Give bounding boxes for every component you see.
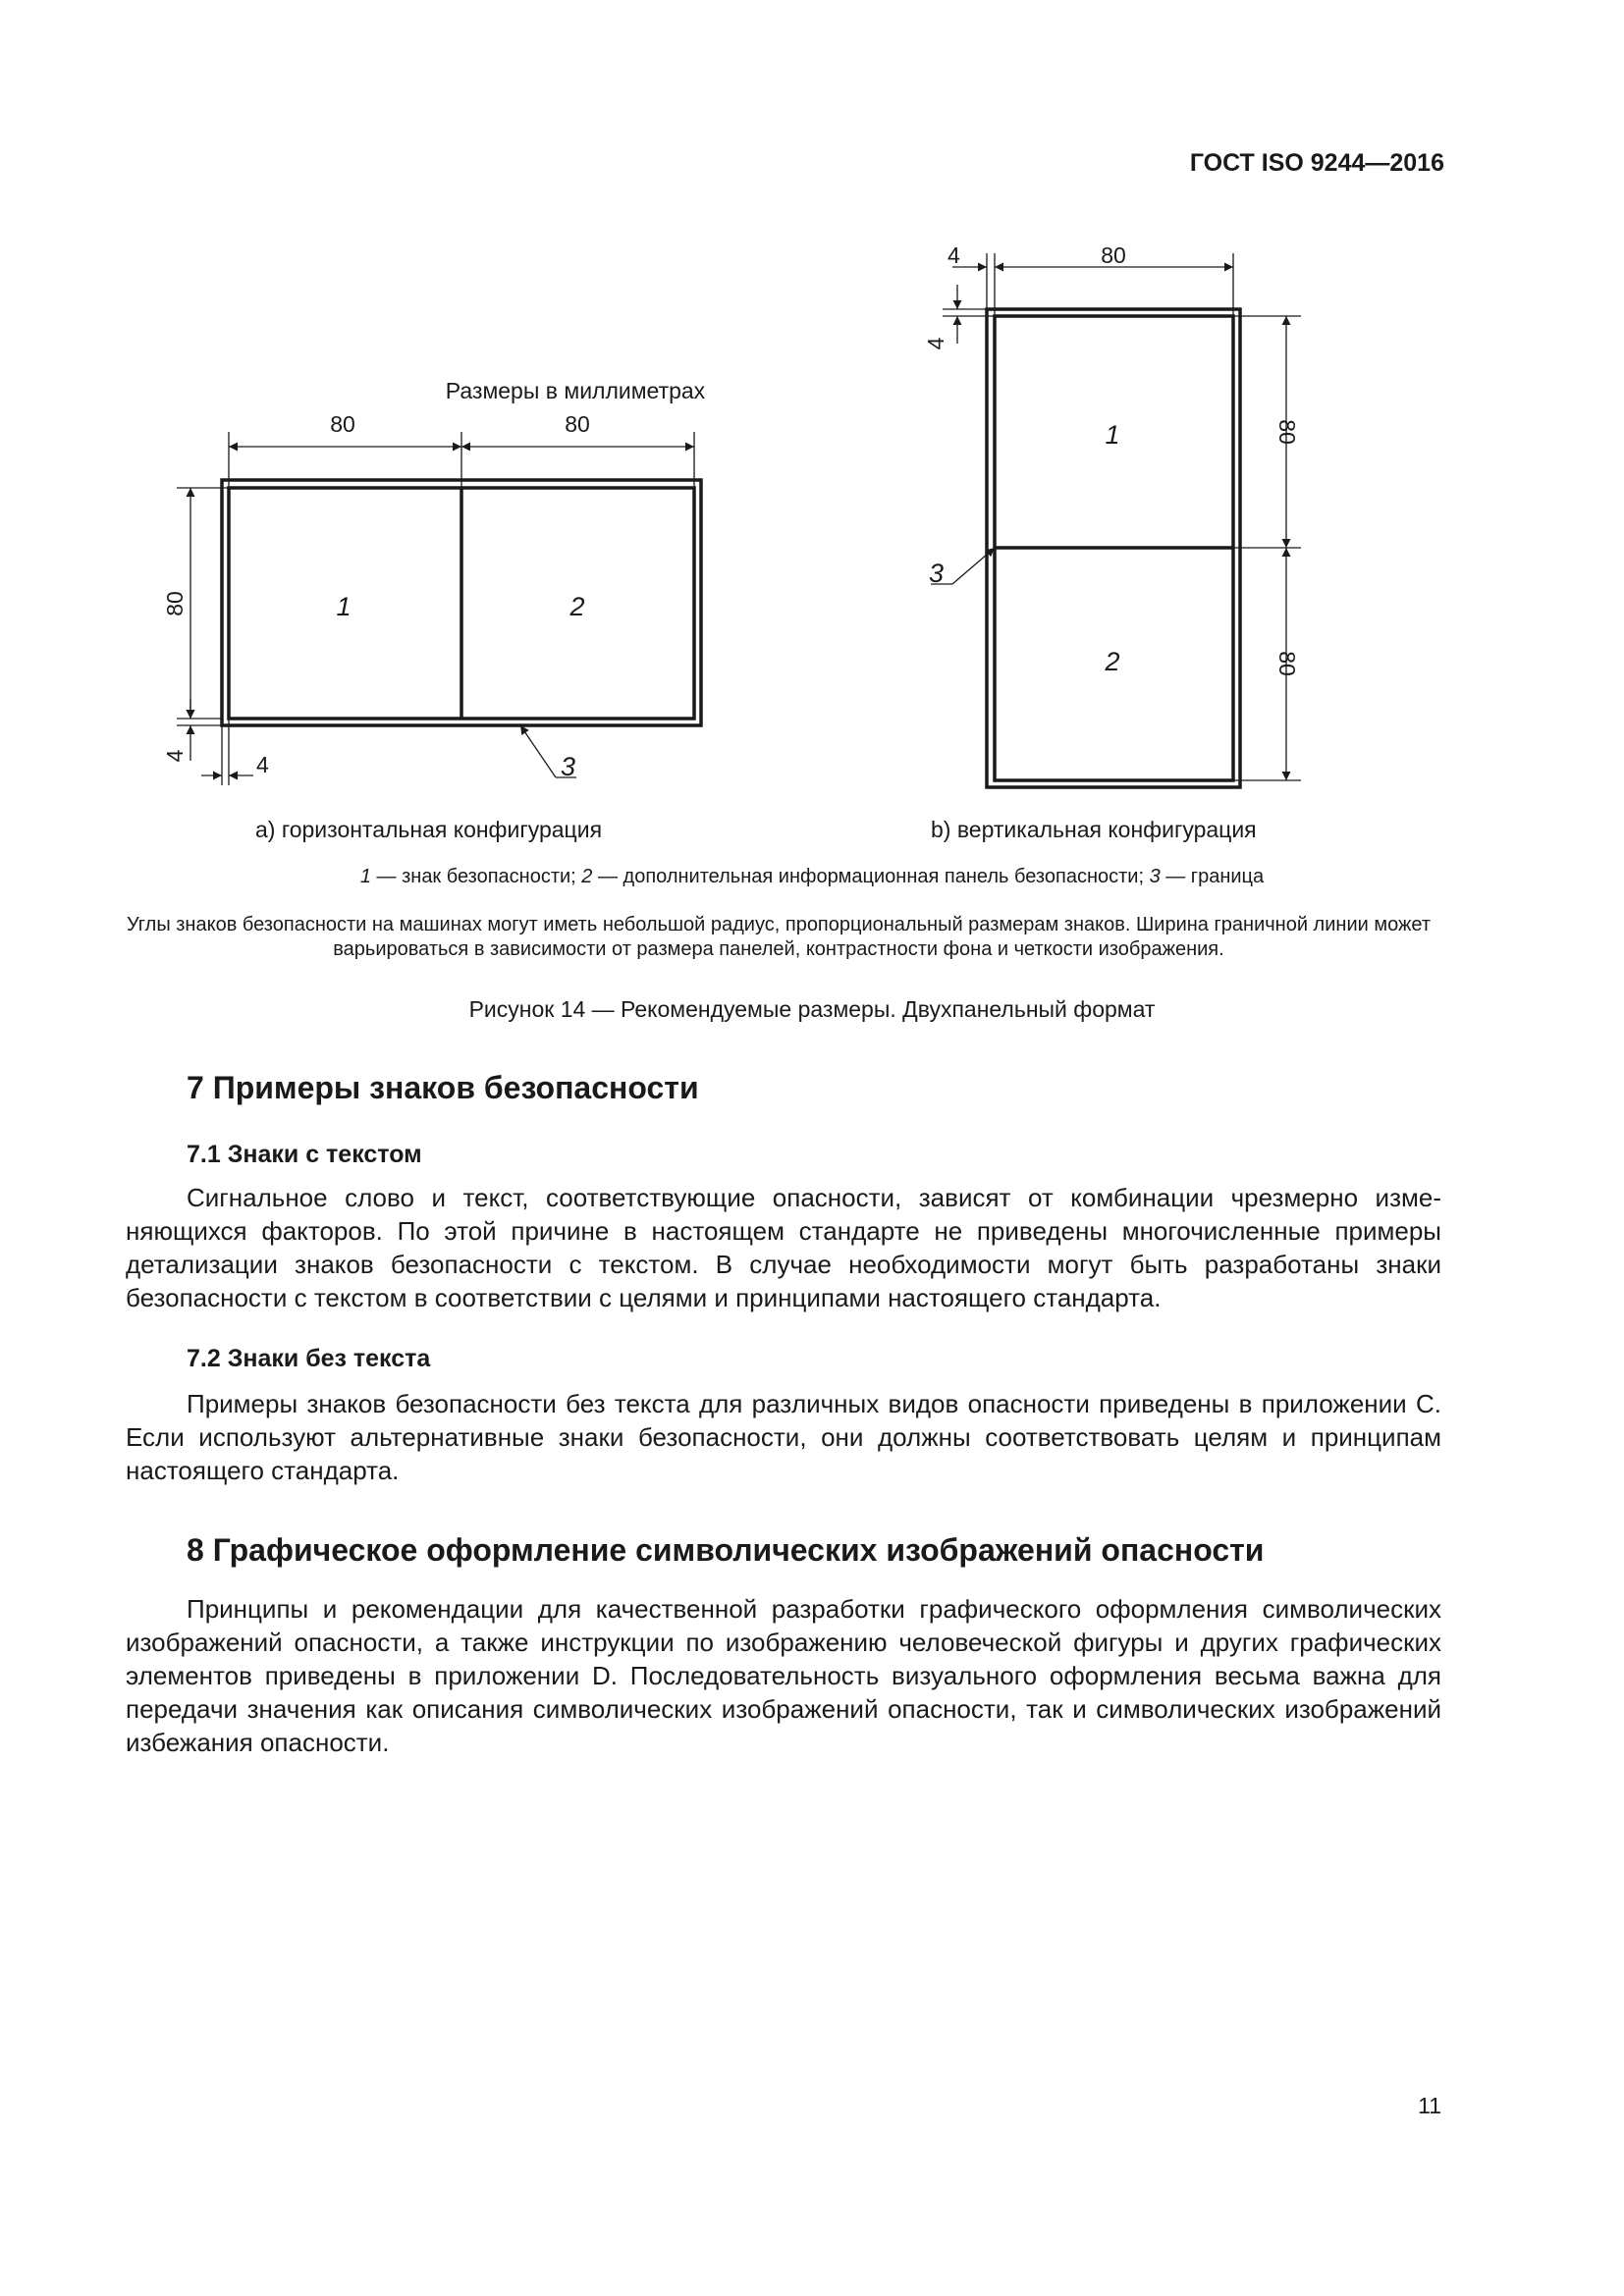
- section-7-1-heading: 7.1 Знаки с текстом: [187, 1141, 422, 1168]
- v-dim-left-small: 4: [923, 337, 948, 350]
- caption-vertical: b) вертикальная конфигурация: [931, 817, 1257, 842]
- legend-text-1: — знак безопасности;: [370, 866, 582, 887]
- figure-title: Рисунок 14 — Рекомендуемые размеры. Двухпанельный формат: [468, 996, 1156, 1022]
- h-dim-top-left: 80: [330, 411, 355, 437]
- page-number: 11: [1418, 2093, 1441, 2118]
- h-label-3: 3: [561, 752, 576, 781]
- v-label-1: 1: [1105, 420, 1120, 450]
- legend-num-2: 2: [581, 866, 593, 887]
- v-dim-top: 80: [1101, 242, 1126, 268]
- h-dim-bottom-v: 4: [162, 749, 188, 763]
- legend-text-2: — дополнительная информационная панель безопасности;: [592, 866, 1150, 887]
- vertical-configuration: [931, 253, 1301, 787]
- h-dim-left: 80: [162, 591, 188, 616]
- figure-legend: [0, 866, 1624, 888]
- v-dim-top-small: 4: [947, 242, 960, 268]
- section-8-text: Принципы и рекомендации для качественной разработки графического оформления символических изображений опасности, а также инструкции по изображению человеческой фигуры и других графических элементов приведены в приложении D. Последовательность визуального оформления весьма важна для передачи значения как описания символических изображений опасности, так и символических изображений избежания опасности.: [126, 1594, 1441, 1757]
- section-7-2-heading: 7.2 Знаки без текста: [187, 1345, 431, 1372]
- caption-horizontal: а) горизонтальная конфигурация: [255, 817, 603, 842]
- h-dim-top-right: 80: [565, 411, 590, 437]
- horizontal-configuration: [177, 432, 701, 785]
- document-header-id: ГОСТ ISO 9244—2016: [1189, 149, 1444, 177]
- section-7-1-text: Сигнальное слово и текст, соответствующие опасности, зависят от комбинации чрезмерно изменяющихся факторов. По этой причине в настоящем стандарте не приведены многочисленные примеры детализации знаков безопасности с текстом. В случае необходимости могут быть разработаны знаки безопасности с текстом в соответствии с целями и принципами настоящего стандарта.: [126, 1183, 1441, 1312]
- h-label-2: 2: [569, 592, 585, 621]
- h-dim-bottom-h: 4: [256, 752, 269, 777]
- figure-14-drawing: [0, 0, 1624, 844]
- v-label-2: 2: [1105, 647, 1120, 676]
- legend-num-1: 1: [359, 866, 371, 887]
- figure-note: Углы знаков безопасности на машинах могут иметь небольшой радиус, пропорциональный размерам знаков. Ширина граничной линии может варьироваться в зависимости от размера панелей, контрастности фона и четкости изображения.: [127, 914, 1431, 960]
- v-label-3: 3: [929, 559, 945, 588]
- h-label-1: 1: [336, 592, 352, 621]
- section-7-heading: 7 Примеры знаков безопасности: [187, 1070, 699, 1105]
- section-8-heading: 8 Графическое оформление символических изображений опасности: [187, 1532, 1265, 1568]
- units-note: Размеры в миллиметрах: [445, 378, 706, 403]
- legend-num-3: 3: [1149, 866, 1161, 887]
- legend-text-3: — граница: [1160, 866, 1265, 887]
- v-dim-right-bottom: 80: [1274, 651, 1300, 676]
- section-7-2-text: Примеры знаков безопасности без текста для различных видов опасности приведены в приложении С. Если используют альтернативные знаки безопасности, они должны соответствовать целям и принципам настоящего стандарта.: [126, 1389, 1441, 1485]
- v-dim-right-top: 80: [1274, 419, 1300, 445]
